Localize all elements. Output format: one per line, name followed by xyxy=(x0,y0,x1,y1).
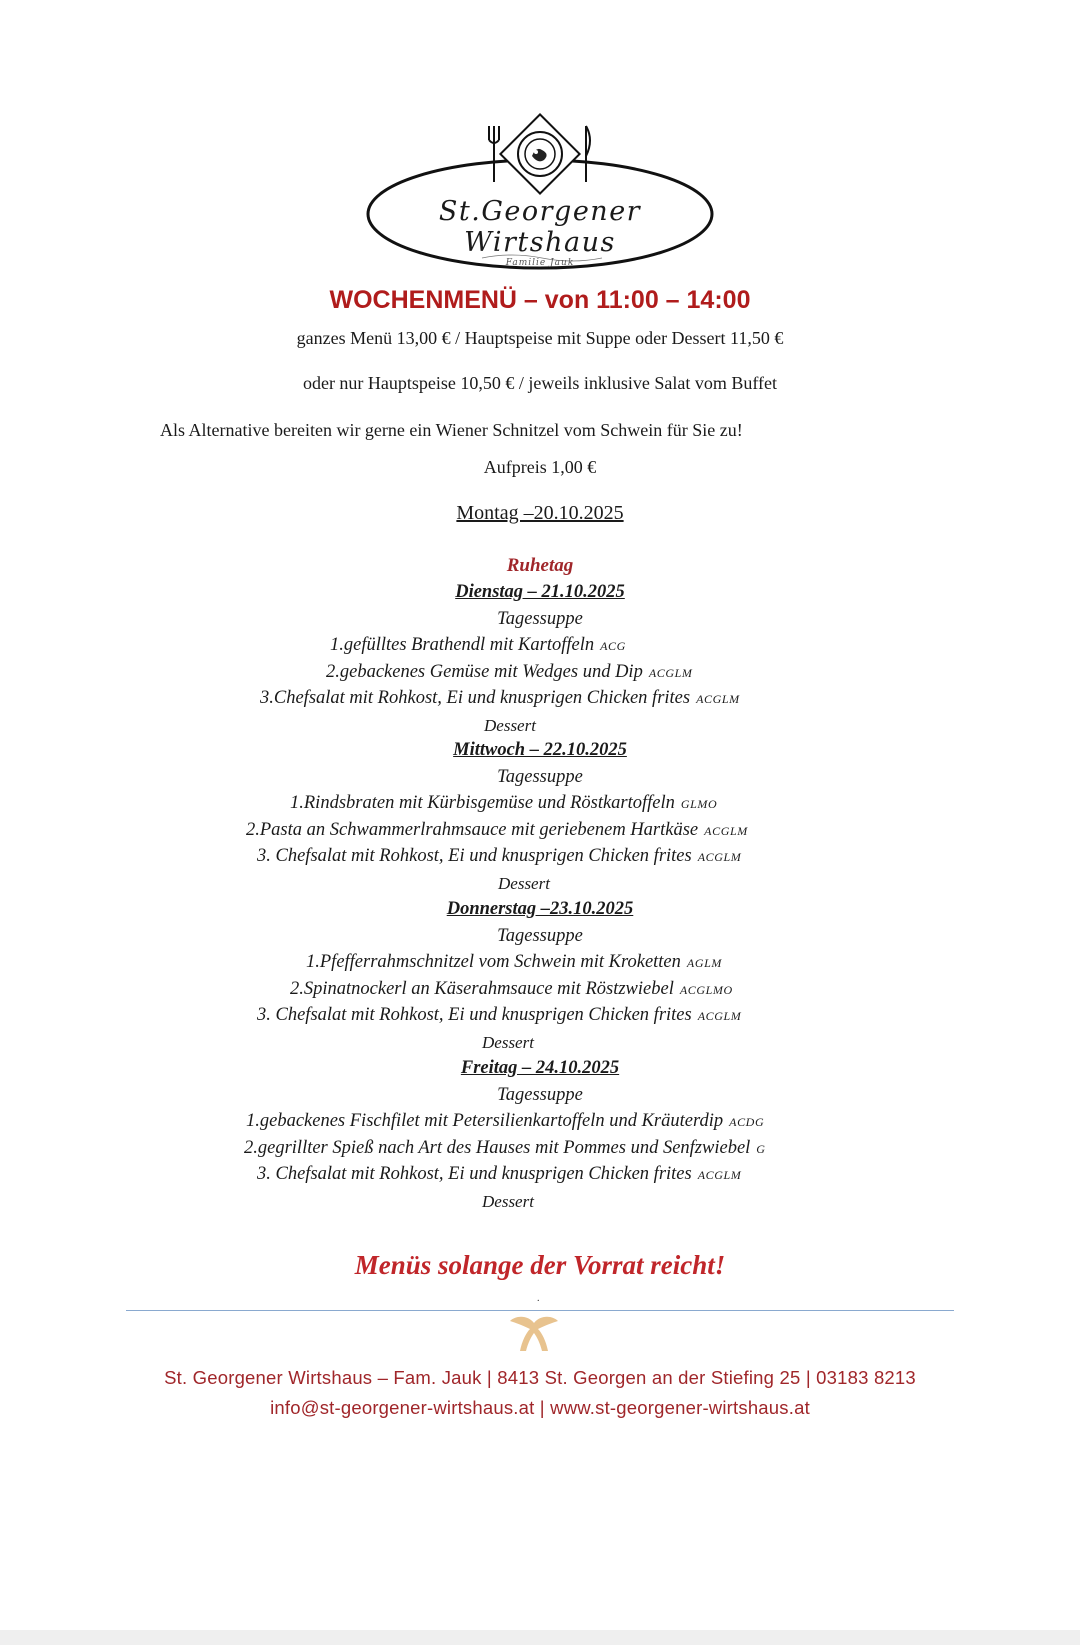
dish-item xyxy=(257,846,741,867)
dish-name: 2.gegrillter Spieß nach Art des Hauses mit Pommes und Senfzwiebel xyxy=(244,1138,751,1158)
price-line-1: ganzes Menü 13,00 € / Hauptspeise mit Suppe oder Dessert 11,50 € xyxy=(296,328,784,348)
alternative-note: Als Alternative bereiten wir gerne ein Wiener Schnitzel vom Schwein für Sie zu! xyxy=(160,420,743,440)
dish-item xyxy=(306,952,722,973)
allergen-codes: ACGLM xyxy=(697,1009,742,1023)
dish-item xyxy=(246,820,748,841)
dish-name: 3. Chefsalat mit Rohkost, Ei und knusprigen Chicken frites xyxy=(257,846,692,866)
contact-web-line[interactable]: info@st-georgener-wirtshaus.at | www.st-georgener-wirtshaus.at xyxy=(270,1397,810,1418)
separator-dot: . xyxy=(537,1293,540,1304)
dish-item xyxy=(244,1138,766,1159)
soup-item: Tagessuppe xyxy=(497,926,583,946)
dish-item xyxy=(330,635,626,656)
day-heading-tuesday: Dienstag – 21.10.2025 xyxy=(455,582,625,602)
allergen-codes: AGLM xyxy=(686,956,722,970)
page-title: WOCHENMENÜ – von 11:00 – 14:00 xyxy=(329,286,751,314)
dish-item xyxy=(246,1111,764,1132)
dish-item xyxy=(326,662,693,683)
dish-name: 1.Rindsbraten mit Kürbisgemüse und Röstkartoffeln xyxy=(290,793,675,813)
allergen-codes: ACGLM xyxy=(704,824,748,838)
allergen-codes: ACGLM xyxy=(697,850,742,864)
day-heading-friday: Freitag – 24.10.2025 xyxy=(460,1058,620,1078)
soup-item: Tagessuppe xyxy=(497,1085,583,1105)
surcharge-note: Aufpreis 1,00 € xyxy=(483,457,597,477)
dish-name: 2.gebackenes Gemüse mit Wedges und Dip xyxy=(326,662,643,682)
dessert-item: Dessert xyxy=(482,1192,534,1211)
allergen-codes: ACGLM xyxy=(696,692,740,706)
allergen-codes: ACGLM xyxy=(697,1168,742,1182)
dish-name: 3. Chefsalat mit Rohkost, Ei und knusprigen Chicken frites xyxy=(257,1164,692,1184)
dish-name: 1.gefülltes Brathendl mit Kartoffeln xyxy=(330,635,595,655)
dish-name: 2.Spinatnockerl an Käserahmsauce mit Röstzwiebel xyxy=(290,979,674,999)
dessert-item: Dessert xyxy=(498,874,550,893)
ornament-icon xyxy=(506,1315,562,1355)
soup-item: Tagessuppe xyxy=(497,767,583,787)
soup-item: Tagessuppe xyxy=(497,609,583,629)
dessert-item: Dessert xyxy=(484,716,536,735)
logo-restaurant-name: St.Georgener Wirtshaus xyxy=(438,196,642,258)
day-heading-wednesday: Mittwoch – 22.10.2025 xyxy=(453,740,627,760)
day-heading-monday: Montag –20.10.2025 xyxy=(456,502,624,524)
dessert-item: Dessert xyxy=(482,1033,534,1052)
availability-note: Menüs solange der Vorrat reicht! xyxy=(354,1250,726,1280)
restaurant-logo xyxy=(362,112,718,290)
dish-item xyxy=(290,979,733,1000)
dish-item xyxy=(257,1164,741,1185)
day-heading-thursday: Donnerstag –23.10.2025 xyxy=(446,899,634,919)
page-bottom-strip xyxy=(0,1630,1080,1645)
contact-address-line: St. Georgener Wirtshaus – Fam. Jauk | 8413 St. Georgen an der Stiefing 25 | 03183 8213 xyxy=(164,1367,916,1388)
dish-name: 1.gebackenes Fischfilet mit Petersilienkartoffeln und Kräuterdip xyxy=(246,1111,724,1131)
dish-item xyxy=(260,688,740,709)
dish-name: 3. Chefsalat mit Rohkost, Ei und knusprigen Chicken frites xyxy=(257,1005,692,1025)
logo-family-signature: Familie Jauk xyxy=(505,258,575,268)
dish-item xyxy=(290,793,717,814)
allergen-codes: ACGLMO xyxy=(679,983,733,997)
price-line-2: oder nur Hauptspeise 10,50 € / jeweils inklusive Salat vom Buffet xyxy=(302,373,778,393)
dish-item xyxy=(257,1005,741,1026)
allergen-codes: ACG xyxy=(600,639,626,653)
footer-divider xyxy=(126,1310,954,1311)
dish-name: 3.Chefsalat mit Rohkost, Ei und knusprigen Chicken frites xyxy=(260,688,691,708)
allergen-codes: ACGLM xyxy=(648,666,693,680)
rest-day-note: Ruhetag xyxy=(506,555,574,576)
allergen-codes: G xyxy=(756,1142,766,1156)
dish-name: 2.Pasta an Schwammerlrahmsauce mit geriebenem Hartkäse xyxy=(246,820,699,840)
allergen-codes: ACDG xyxy=(729,1115,765,1129)
allergen-codes: GLMO xyxy=(680,797,718,811)
dish-name: 1.Pfefferrahmschnitzel vom Schwein mit Kroketten xyxy=(306,952,681,972)
